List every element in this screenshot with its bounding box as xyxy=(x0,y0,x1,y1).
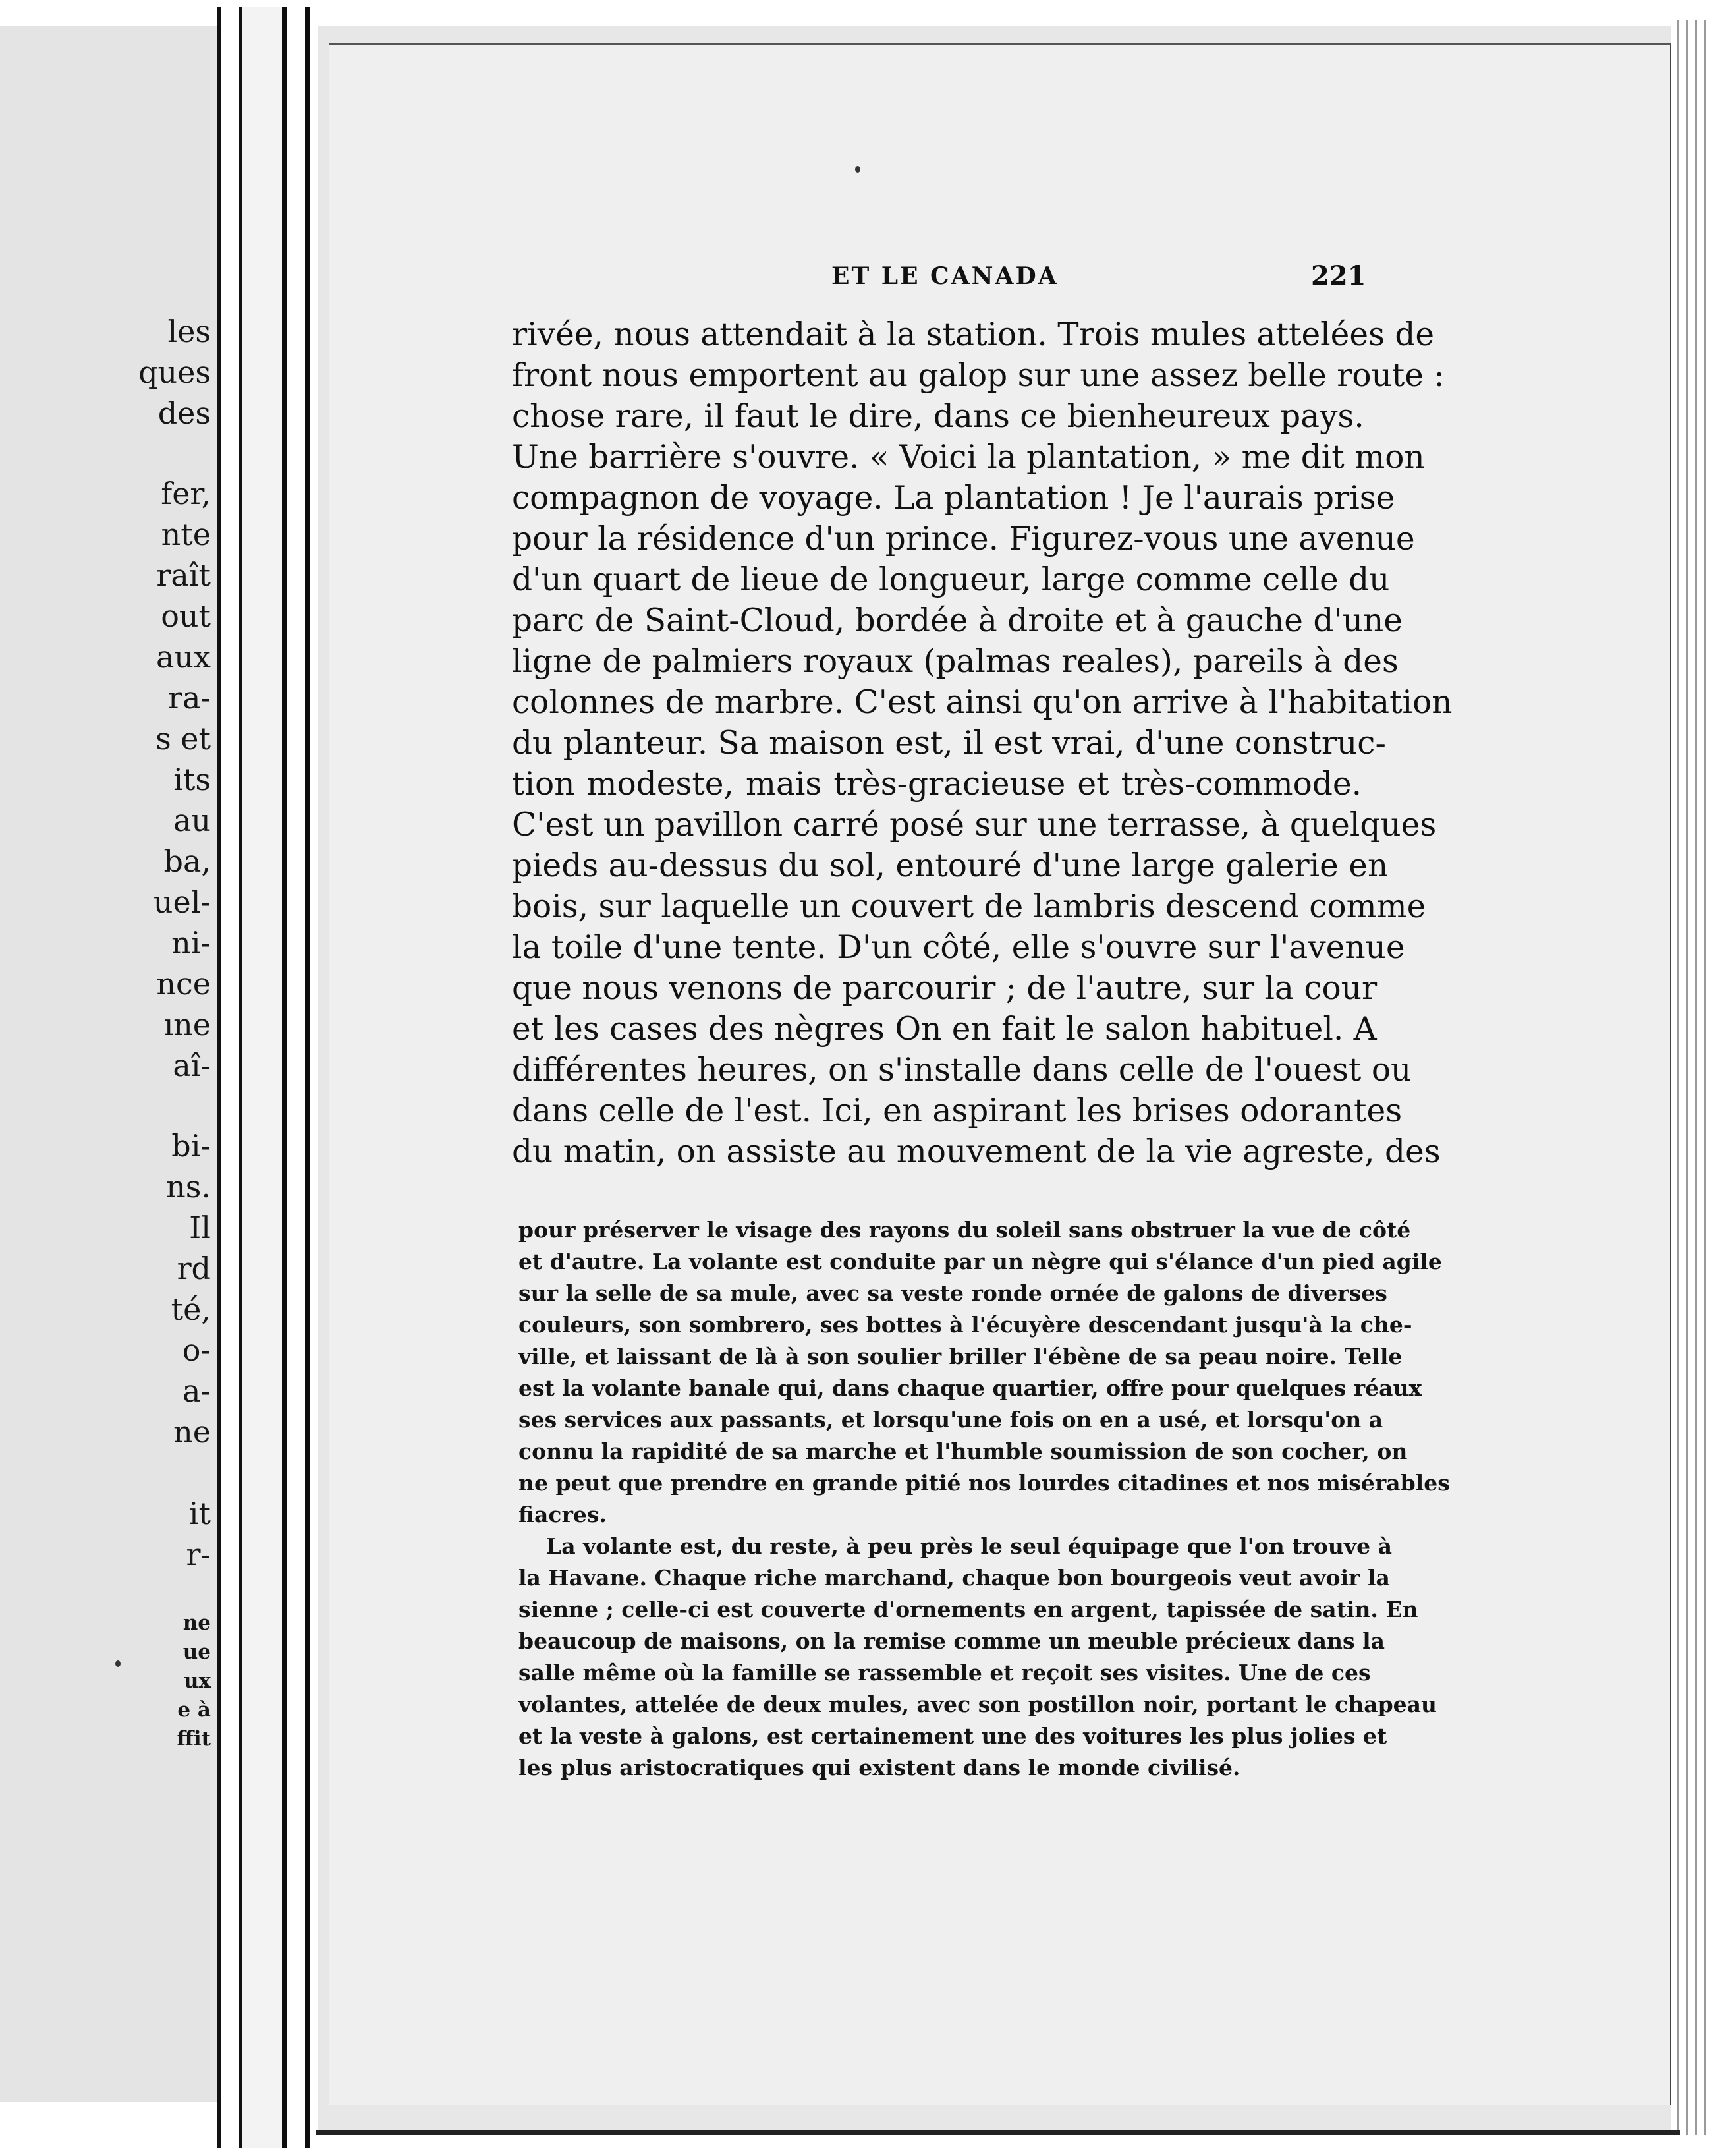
footnote-line: sur la selle de sa mule, avec sa veste ronde ornée de galons de diverses xyxy=(518,1280,1387,1306)
left-fragment: fer, xyxy=(161,476,211,511)
footnote-line: ne peut que prendre en grande pitié nos lourdes citadines et nos misérables xyxy=(518,1470,1450,1496)
left-fragment: bi- xyxy=(171,1128,211,1164)
left-fragment: rd xyxy=(177,1251,211,1286)
page-stack-edges xyxy=(1671,20,1726,2135)
left-fragment: nce xyxy=(156,966,211,1002)
body-line: la toile d'une tente. D'un côté, elle s'ouvre sur l'avenue xyxy=(512,929,1405,966)
left-fragment: ra- xyxy=(168,680,211,716)
page-number: 221 xyxy=(1311,260,1366,291)
footnote-line: couleurs, son sombrero, ses bottes à l'écuyère descendant jusqu'à la che- xyxy=(518,1312,1412,1338)
left-fragment: ba, xyxy=(163,843,211,879)
left-fragment: ux xyxy=(183,1669,211,1693)
body-line: que nous venons de parcourir ; de l'autre, sur la cour xyxy=(512,970,1378,1007)
body-line: compagnon de voyage. La plantation ! Je l'aurais prise xyxy=(512,480,1395,517)
left-fragment: nte xyxy=(161,517,211,552)
left-fragment: uel- xyxy=(153,884,211,920)
footnote-line: sienne ; celle-ci est couverte d'ornements en argent, tapissée de satin. En xyxy=(518,1597,1418,1622)
footnote-line: volantes, attelée de deux mules, avec son postillon noir, portant le chapeau xyxy=(518,1691,1437,1717)
body-line: parc de Saint-Cloud, bordée à droite et à gauche d'une xyxy=(512,602,1403,639)
left-fragment: aux xyxy=(156,639,211,675)
left-fragment: e à xyxy=(177,1698,211,1722)
specks xyxy=(855,166,860,173)
body-line: tion modeste, mais très-gracieuse et très-commode. xyxy=(512,766,1362,803)
left-fragment: les xyxy=(167,314,211,349)
body-line: du matin, on assiste au mouvement de la vie agreste, des xyxy=(512,1133,1441,1170)
specks xyxy=(115,1660,121,1667)
footnote-line: fiacres. xyxy=(518,1502,607,1527)
footnote xyxy=(518,1214,1450,1784)
footnote-line: les plus aristocratiques qui existent dans le monde civilisé. xyxy=(518,1755,1240,1780)
left-fragment: ffit xyxy=(177,1727,211,1751)
left-fragment: it xyxy=(188,1496,211,1531)
body-line: rivée, nous attendait à la station. Trois mules attelées de xyxy=(512,316,1435,353)
left-fragment: ni- xyxy=(171,925,211,961)
body-line: pieds au-dessus du sol, entouré d'une large galerie en xyxy=(512,847,1389,884)
footnote-line: connu la rapidité de sa marche et l'humble soumission de son cocher, on xyxy=(518,1438,1408,1464)
body-line: dans celle de l'est. Ici, en aspirant les brises odorantes xyxy=(512,1092,1403,1129)
body-line: du planteur. Sa maison est, il est vrai, d'une construc- xyxy=(512,725,1386,762)
body-line: différentes heures, on s'installe dans celle de l'ouest ou xyxy=(512,1052,1412,1089)
left-facing-page xyxy=(0,26,217,2102)
body-line: d'un quart de lieue de longueur, large comme celle du xyxy=(512,561,1390,598)
page-bottom-edge xyxy=(316,2130,1680,2135)
left-fragment: ue xyxy=(182,1640,211,1664)
body-line: ligne de palmiers royaux (palmas reales), pareils à des xyxy=(512,643,1399,680)
left-fragment: ns. xyxy=(166,1169,211,1205)
left-fragment: out xyxy=(161,598,211,634)
body-line: bois, sur laquelle un couvert de lambris descend comme xyxy=(512,888,1426,925)
left-fragment: té, xyxy=(171,1291,211,1327)
left-fragment: its xyxy=(173,762,211,797)
footnote-line: est la volante banale qui, dans chaque quartier, offre pour quelques réaux xyxy=(518,1375,1422,1401)
left-fragment: ne xyxy=(182,1611,211,1635)
footnote-line: pour préserver le visage des rayons du soleil sans obstruer la vue de côté xyxy=(518,1217,1411,1243)
footnote-line: et la veste à galons, est certainement une des voitures les plus jolies et xyxy=(518,1723,1387,1749)
left-fragment: Il xyxy=(189,1210,211,1245)
page-edge-strip xyxy=(217,7,242,2148)
page-edge-strip xyxy=(282,7,310,2148)
binding-gutter xyxy=(242,7,282,2148)
body-line: C'est un pavillon carré posé sur une terrasse, à quelques xyxy=(512,807,1437,843)
footnote-line: salle même où la famille se rassemble et reçoit ses visites. Une de ces xyxy=(518,1660,1371,1686)
body-text xyxy=(512,314,1453,1172)
footnote-line: la Havane. Chaque riche marchand, chaque bon bourgeois veut avoir la xyxy=(518,1565,1390,1591)
left-fragment: a- xyxy=(182,1373,211,1409)
body-line: et les cases des nègres On en fait le salon habituel. A xyxy=(512,1011,1377,1048)
left-fragment: r- xyxy=(186,1537,211,1572)
footnote-line: La volante est, du reste, à peu près le seul équipage que l'on trouve à xyxy=(546,1533,1392,1559)
footnote-line: ville, et laissant de là à son soulier briller l'ébène de sa peau noire. Telle xyxy=(518,1344,1403,1369)
footnote-line: ses services aux passants, et lorsqu'une fois on en a usé, et lorsqu'on a xyxy=(518,1407,1383,1433)
body-line: colonnes de marbre. C'est ainsi qu'on arrive à l'habitation xyxy=(512,684,1453,721)
left-fragment: raît xyxy=(156,557,211,593)
footnote-line: et d'autre. La volante est conduite par un nègre qui s'élance d'un pied agile xyxy=(518,1249,1442,1274)
left-fragment: aî- xyxy=(173,1048,211,1083)
left-fragment: ne xyxy=(173,1414,211,1450)
body-line: front nous emportent au galop sur une assez belle route : xyxy=(512,357,1445,394)
body-line: Une barrière s'ouvre. « Voici la plantation, » me dit mon xyxy=(512,439,1425,476)
left-fragment: s et xyxy=(155,721,211,756)
left-fragment: ques xyxy=(138,355,211,390)
body-line: chose rare, il faut le dire, dans ce bienheureux pays. xyxy=(512,398,1364,435)
left-fragment: ıne xyxy=(163,1007,211,1042)
left-fragment: o- xyxy=(182,1332,211,1368)
left-fragment: au xyxy=(173,803,211,838)
footnote-line: beaucoup de maisons, on la remise comme un meuble précieux dans la xyxy=(518,1628,1385,1654)
body-line: pour la résidence d'un prince. Figurez-vous une avenue xyxy=(512,521,1415,557)
running-title: ET LE CANADA xyxy=(831,262,1059,290)
left-fragment: des xyxy=(157,395,211,431)
